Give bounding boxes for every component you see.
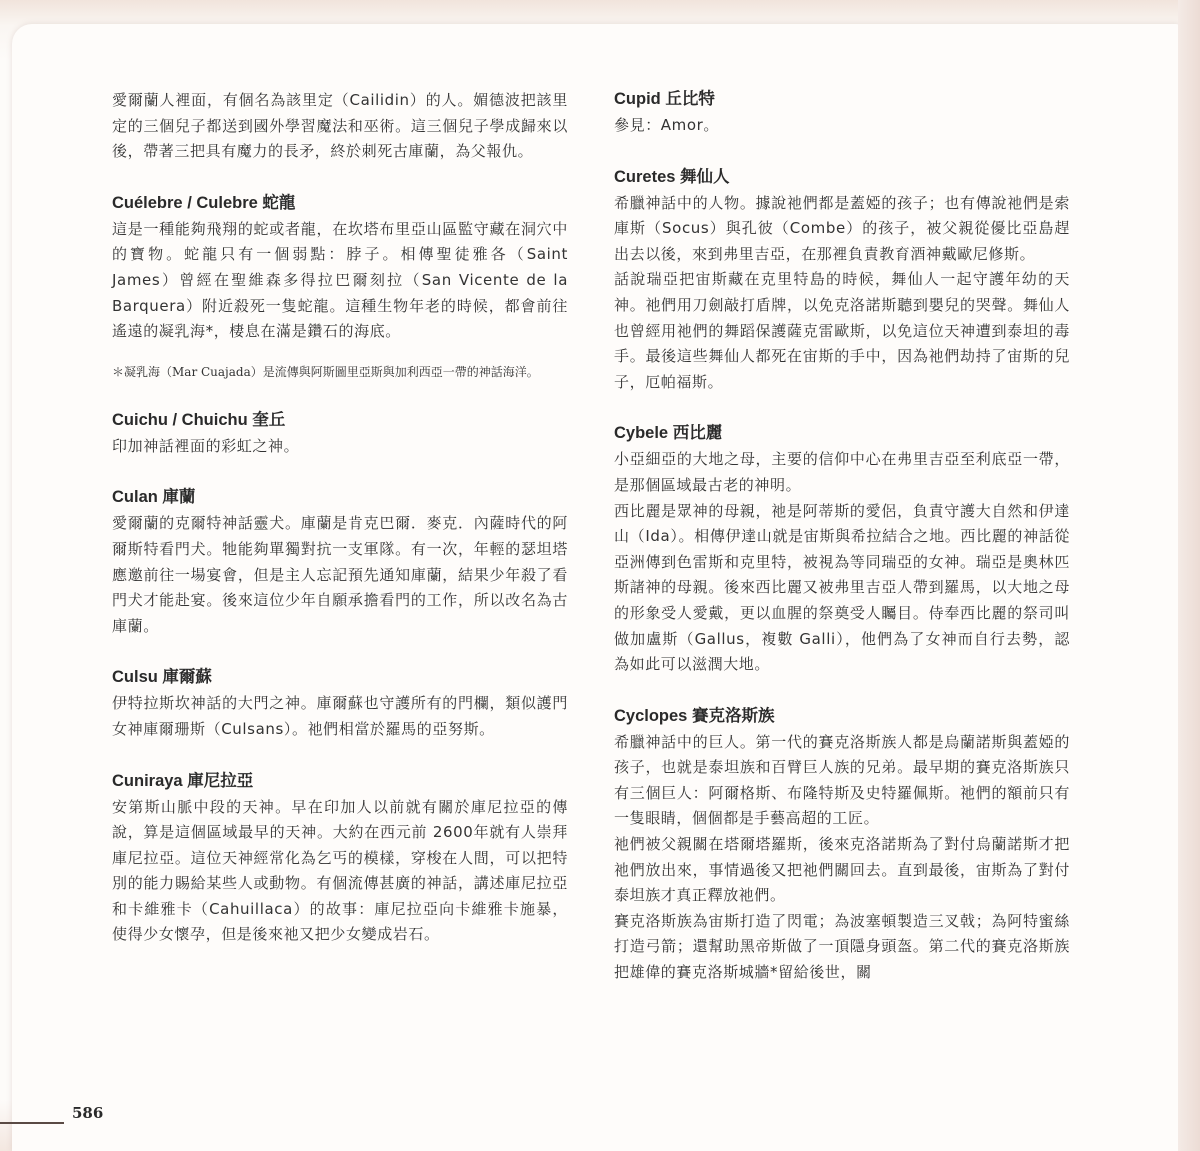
paragraph: 小亞細亞的大地之母，主要的信仰中心在弗里吉亞至利底亞一帶，是那個區域最古老的神明。 [614, 450, 1070, 494]
entry-cyclopes [614, 705, 1070, 986]
entry-cuichu [112, 409, 568, 460]
footnote: ＊凝乳海（Mar Cuajada）是流傳與阿斯圖里亞斯與加利西亞一帶的神話海洋。 [112, 364, 539, 379]
entry-title: Culan 庫蘭 [112, 488, 196, 507]
entry-title: Cuélebre / Culebre 蛇龍 [112, 193, 296, 212]
paragraph: 這是一種能夠飛翔的蛇或者龍，在坎塔布里亞山區監守藏在洞穴中的寶物。蛇龍只有一個弱點：脖子。相傳聖徒雅各（Saint James）曾經在聖維森多得拉巴爾刻拉（San Vicente de la Barquera）附近殺死一隻蛇龍。這種生物年老的時候，都會前往遙遠的凝乳海*，棲息在滿是鑽石的海底。 [112, 219, 568, 341]
paragraph: 西比麗是眾神的母親，祂是阿蒂斯的愛侶，負責守護大自然和伊達山（Ida）。相傳伊達山就是宙斯與希拉結合之地。西比麗的神話從亞洲傳到色雷斯和克里特，被視為等同瑞亞的女神。瑞亞是奧林匹斯諸神的母親。後來西比麗又被弗里吉亞人帶到羅馬，以大地之母的形象受人愛戴，更以血腥的祭奠受人矚目。侍奉西比麗的祭司叫做加盧斯（Gallus，複數 Galli），他們為了女神而自行去勢，認為如此可以滋潤大地。 [614, 501, 1070, 674]
paragraph: 印加神話裡面的彩虹之神。 [112, 436, 300, 455]
entry-title: Cuniraya 庫尼拉亞 [112, 771, 254, 790]
page-edge [1178, 0, 1200, 1151]
entry-title: Cyclopes 賽克洛斯族 [614, 706, 775, 725]
entry-title: Cuichu / Chuichu 奎丘 [112, 410, 286, 429]
paragraph: 話說瑞亞把宙斯藏在克里特島的時候，舞仙人一起守護年幼的天神。祂們用刀劍敲打盾牌，以免克洛諾斯聽到嬰兒的哭聲。舞仙人也曾經用祂們的舞蹈保護薩克雷歐斯，以免這位天神遭到泰坦的毒手。最後這些舞仙人都死在宙斯的手中，因為祂們劫持了宙斯的兒子，厄帕福斯。 [614, 270, 1070, 391]
entry-cuelebre [112, 192, 568, 382]
paragraph: 希臘神話中的巨人。第一代的賽克洛斯族人都是烏蘭諾斯與蓋婭的孩子，也就是泰坦族和百臂巨人族的兄弟。最早期的賽克洛斯族只有三個巨人：阿爾格斯、布隆特斯及史特羅佩斯。祂們的額前只有一隻眼睛，個個都是手藝高超的工匠。 [614, 732, 1070, 828]
entry-title: Curetes 舞仙人 [614, 167, 730, 186]
paragraph: 安第斯山脈中段的天神。早在印加人以前就有關於庫尼拉亞的傳說，算是這個區域最早的天神。大約在西元前 2600年就有人崇拜庫尼拉亞。這位天神經常化為乞丐的模樣，穿梭在人間，可以把特別的能力賜給某些人或動物。有個流傳甚廣的神話，講述庫尼拉亞和卡維雅卡（Cahuillaca）的故事：庫尼拉亞向卡維雅卡施暴，使得少女懷孕，但是後來祂又把少女變成岩石。 [112, 797, 568, 944]
page-number: 586 [72, 1104, 104, 1122]
entry-culan [112, 486, 568, 639]
entry-curetes [614, 166, 1070, 396]
paragraph: 祂們被父親關在塔爾塔羅斯，後來克洛諾斯為了對付烏蘭諾斯才把祂們放出來，事情過後又把祂們關回去。直到最後，宙斯為了對付泰坦族才真正釋放祂們。 [614, 835, 1070, 905]
entry-cupid [614, 88, 1070, 139]
entry-title: Cupid 丘比特 [614, 90, 715, 108]
entry-continuation [112, 88, 568, 165]
paragraph: 賽克洛斯族為宙斯打造了閃電；為波塞頓製造三叉戟；為阿特蜜絲打造弓箭；還幫助黑帝斯做了一頂隱身頭盔。第二代的賽克洛斯族把雄偉的賽克洛斯城牆*留給後世，關 [614, 911, 1070, 982]
paragraph: 愛爾蘭人裡面，有個名為該里定（Cailidin）的人。媚德波把該里定的三個兒子都送到國外學習魔法和巫術。這三個兒子學成歸來以後，帶著三把具有魔力的長矛，終於刺死古庫蘭，為父報仇。 [112, 91, 568, 161]
paragraph: 愛爾蘭的克爾特神話靈犬。庫蘭是肯克巴爾．麥克．內薩時代的阿爾斯特看門犬。牠能夠單獨對抗一支軍隊。有一次，年輕的瑟坦塔應邀前往一場宴會，但是主人忘記預先通知庫蘭，結果少年殺了看門犬才能赴宴。後來這位少年自願承擔看門的工作，所以改名為古庫蘭。 [112, 514, 568, 635]
page-number-rule [0, 1122, 64, 1124]
entry-cuniraya [112, 770, 568, 949]
entry-culsu [112, 666, 568, 742]
entry-title: Cybele 西比麗 [614, 424, 723, 443]
entry-cybele [614, 422, 1070, 677]
entry-title: Culsu 庫爾蘇 [112, 668, 212, 687]
right-column [614, 84, 1070, 1013]
left-column [112, 84, 568, 975]
paragraph: 參見：Amor。 [614, 116, 720, 134]
paragraph: 希臘神話中的人物。據說祂們都是蓋婭的孩子；也有傳說祂們是索庫斯（Socus）與孔彼（Combe）的孩子，被父親從優比亞島趕出去以後，來到弗里吉亞，在那裡負責教育酒神戴歐尼修斯。 [614, 193, 1070, 263]
paragraph: 伊特拉斯坎神話的大門之神。庫爾蘇也守護所有的門欄，類似護門女神庫爾珊斯（Culsans）。祂們相當於羅馬的亞努斯。 [112, 694, 568, 738]
